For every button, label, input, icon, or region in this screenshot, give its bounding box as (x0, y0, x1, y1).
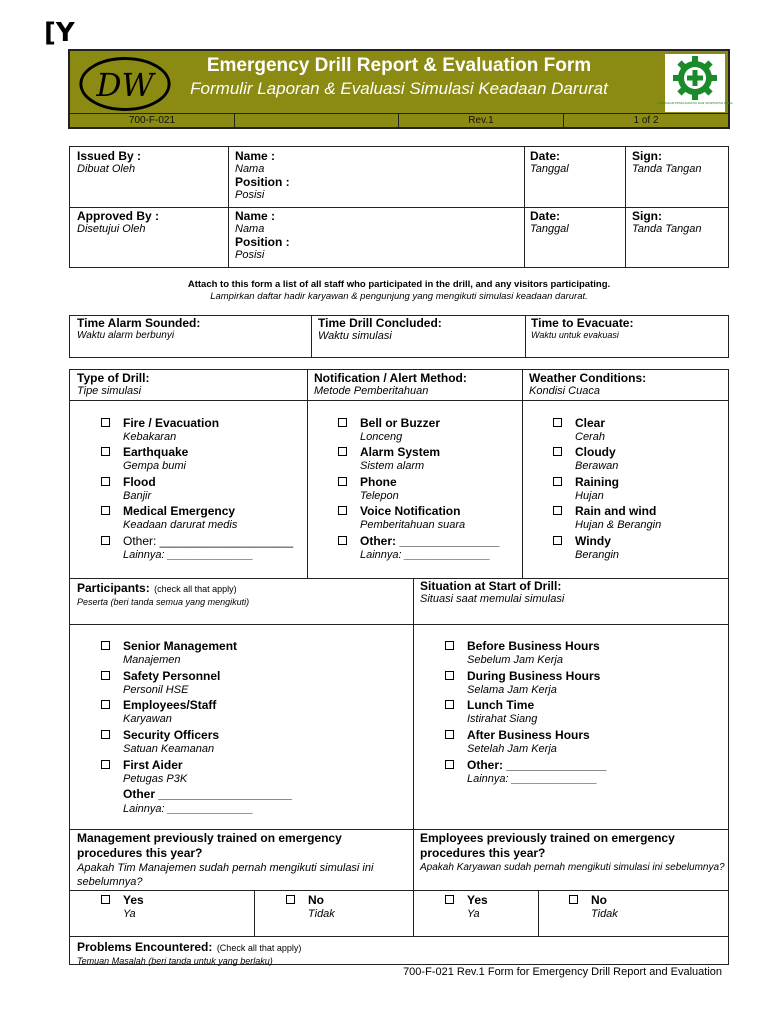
checkbox-icon[interactable] (553, 536, 562, 545)
checkbox-icon[interactable] (553, 418, 562, 427)
situation-header: Situation at Start of Drill: Situasi saat memulai simulasi (420, 579, 565, 605)
checkbox-icon[interactable] (445, 671, 454, 680)
checkbox-icon[interactable] (445, 730, 454, 739)
page-number: 1 of 2 (633, 115, 659, 126)
svg-text:UTAMAKAN KESELAMATAN DAN KESEH: UTAMAKAN KESELAMATAN DAN KESEHATAN KERJA (657, 101, 733, 105)
attach-note: Attach to this form a list of all staff who participated in the drill, and any visitors participating. (187, 279, 611, 290)
checkbox-icon[interactable] (553, 506, 562, 515)
checkbox-icon[interactable] (101, 477, 110, 486)
problems-header: Problems Encountered: (Check all that apply) Temuan Masalah (beri tanda untuk yang berlaku) (77, 940, 302, 966)
approved-by-cell: Approved By : Disetujui Oleh (77, 209, 160, 235)
time-concluded-cell[interactable]: Time Drill Concluded: Waktu simulasi (318, 316, 442, 342)
checkbox-icon[interactable] (338, 447, 347, 456)
checkbox-icon[interactable] (445, 700, 454, 709)
time-evacuate-cell[interactable]: Time to Evacuate: Waktu untuk evakuasi (531, 316, 634, 340)
checkbox-icon[interactable] (338, 477, 347, 486)
checkbox-icon[interactable] (569, 895, 578, 904)
checkbox-icon[interactable] (101, 895, 110, 904)
checkbox-icon[interactable] (445, 760, 454, 769)
safety-seal-icon (657, 54, 733, 112)
approved-name-cell[interactable]: Name : Nama Position : Posisi (235, 209, 290, 261)
participant-other-translation: Lainnya: ______________ (123, 803, 254, 815)
checkbox-icon[interactable] (101, 641, 110, 650)
svg-text:DW: DW (96, 67, 154, 104)
checkbox-icon[interactable] (286, 895, 295, 904)
header-info-bar (70, 113, 728, 127)
form-subtitle: Formulir Laporan & Evaluasi Simulasi Keadaan Darurat (190, 79, 608, 98)
header-blank-cell (235, 114, 399, 128)
checkbox-icon[interactable] (101, 730, 110, 739)
approved-date-cell[interactable]: Date: Tanggal (530, 209, 569, 235)
checkbox-icon[interactable] (338, 418, 347, 427)
checkbox-icon[interactable] (338, 506, 347, 515)
emp-training-question: Employees previously trained on emergency procedures this year? Apakah Karyawan sudah pernah mengikuti simulasi ini sebelumnya? (420, 831, 725, 873)
doc-number: 700-F-021 (70, 114, 235, 128)
issued-name-cell[interactable]: Name : Nama Position : Posisi (235, 149, 290, 201)
issued-by-cell: Issued By : Dibuat Oleh (77, 149, 142, 175)
form-title: Emergency Drill Report & Evaluation Form (206, 55, 592, 76)
approved-sign-cell[interactable]: Sign: Tanda Tangan (632, 209, 702, 235)
notification-header: Notification / Alert Method: Metode Pemberitahuan (314, 371, 467, 397)
checkbox-icon[interactable] (101, 671, 110, 680)
form-header (68, 49, 733, 129)
checkbox-icon[interactable] (101, 700, 110, 709)
checkbox-icon[interactable] (553, 477, 562, 486)
checkbox-icon[interactable] (338, 536, 347, 545)
corner-mark: [Y (44, 18, 75, 48)
type-of-drill-header: Type of Drill: Tipe simulasi (77, 371, 150, 397)
time-alarm-cell[interactable]: Time Alarm Sounded: Waktu alarm berbunyi (77, 316, 201, 341)
participant-other-field[interactable]: Other ____________________ (123, 787, 292, 801)
revision: Rev.1 (399, 114, 564, 128)
attach-note-translation: Lampirkan daftar hadir karyawan & pengunjung yang mengikuti simulasi keadaan darurat. (210, 291, 588, 302)
checkbox-icon[interactable] (101, 506, 110, 515)
issued-sign-cell[interactable]: Sign: Tanda Tangan (632, 149, 702, 175)
checkbox-icon[interactable] (445, 641, 454, 650)
checkbox-icon[interactable] (553, 447, 562, 456)
participants-header: Participants: (check all that apply) Peserta (beri tanda semua yang mengikuti) (77, 581, 250, 607)
checkbox-icon[interactable] (101, 760, 110, 769)
page-footer: 700-F-021 Rev.1 Form for Emergency Drill Report and Evaluation (403, 966, 722, 978)
checkbox-icon[interactable] (445, 895, 454, 904)
weather-header: Weather Conditions: Kondisi Cuaca (529, 371, 647, 397)
checkbox-icon[interactable] (101, 447, 110, 456)
checkbox-icon[interactable] (101, 536, 110, 545)
checkbox-icon[interactable] (101, 418, 110, 427)
mgmt-training-question: Management previously trained on emergency procedures this year? Apakah Tim Manajemen sudah pernah mengikuti simulasi ini sebelumnya? (77, 831, 374, 888)
issued-date-cell[interactable]: Date: Tanggal (530, 149, 569, 175)
